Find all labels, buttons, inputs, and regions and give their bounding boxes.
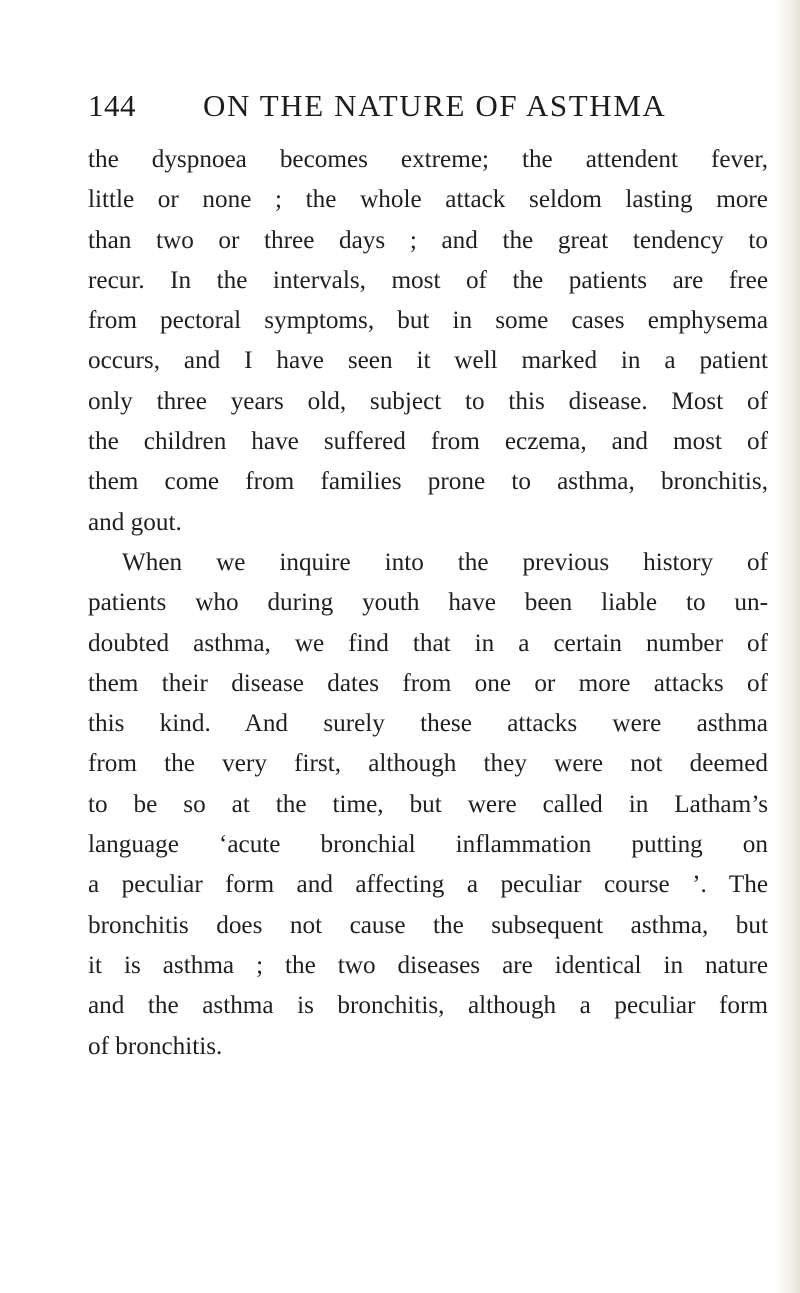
text-line: little or none ; the whole attack seldom lasting more bbox=[88, 186, 768, 214]
text-line: patients who during youth have been liable to un- bbox=[88, 589, 768, 617]
page-number: 144 bbox=[88, 88, 136, 123]
text-line: them come from families prone to asthma, bronchitis, bbox=[88, 468, 768, 496]
text-line: it is asthma ; the two diseases are identical in nature bbox=[88, 951, 768, 979]
text-line: bronchitis does not cause the subsequent asthma, but bbox=[88, 911, 768, 939]
text-line: When we inquire into the previous history of bbox=[122, 548, 768, 576]
text-line: a peculiar form and affecting a peculiar course ’. The bbox=[88, 871, 768, 899]
text-line: this kind. And surely these attacks were asthma bbox=[88, 710, 768, 738]
text-line: from the very first, although they were not deemed bbox=[88, 750, 768, 778]
text-line: them their disease dates from one or more attacks of bbox=[88, 669, 768, 697]
text-line: than two or three days ; and the great tendency to bbox=[88, 226, 768, 254]
text-line: the dyspnoea becomes extreme; the attendent fever, bbox=[88, 146, 768, 173]
text-line: to be so at the time, but were called in Latham’s bbox=[88, 790, 768, 818]
text-line: only three years old, subject to this disease. Most of bbox=[88, 387, 768, 415]
page-edge-shadow bbox=[774, 0, 800, 1293]
text-line: the children have suffered from eczema, and most of bbox=[88, 428, 768, 456]
running-head bbox=[88, 88, 668, 128]
text-line: from pectoral symptoms, but in some cases emphysema bbox=[88, 307, 768, 335]
text-line: recur. In the intervals, most of the patients are free bbox=[88, 266, 768, 294]
text-line: doubted asthma, we find that in a certain number of bbox=[88, 629, 768, 657]
text-line: and gout. bbox=[88, 508, 182, 536]
text-line: language ‘acute bronchial inflammation putting on bbox=[88, 831, 768, 859]
text-line: of bronchitis. bbox=[88, 1032, 223, 1060]
body-text bbox=[88, 140, 768, 1067]
text-line: and the asthma is bronchitis, although a peculiar form bbox=[88, 992, 768, 1020]
text-line: occurs, and I have seen it well marked in a patient bbox=[88, 347, 768, 375]
running-title: ON THE NATURE OF ASTHMA bbox=[203, 88, 667, 123]
